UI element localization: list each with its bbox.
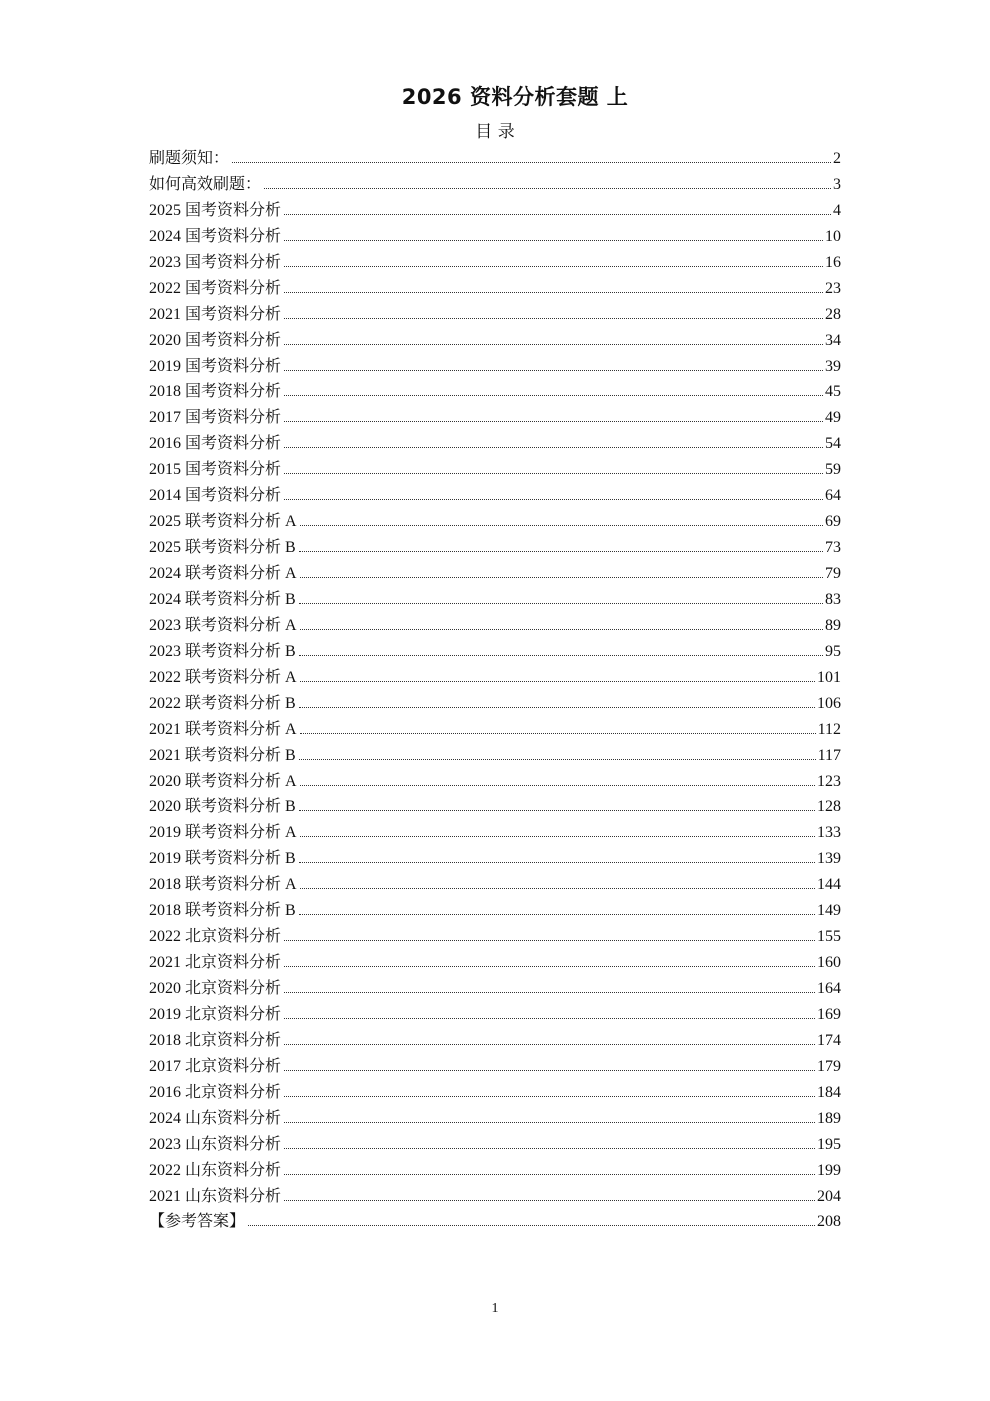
toc-entry-label: 2020 联考资料分析 A (149, 772, 297, 790)
toc-dot-leader (299, 759, 816, 760)
toc-entry[interactable] (149, 820, 841, 846)
toc-entry-page: 16 (825, 253, 841, 271)
toc-entry[interactable] (149, 509, 841, 535)
toc-entry-label: 2025 联考资料分析 A (149, 513, 297, 531)
toc-entry-label: 2020 联考资料分析 B (149, 798, 296, 816)
toc-entry-label: 2016 国考资料分析 (149, 435, 282, 453)
toc-entry-label: 2023 国考资料分析 (149, 253, 282, 271)
document-title: 2026 资料分析套题 上 (401, 85, 629, 109)
toc-entry-page: 23 (825, 279, 841, 297)
toc-dot-leader (284, 447, 823, 448)
toc-entry[interactable] (149, 354, 841, 380)
toc-entry[interactable] (149, 950, 841, 976)
toc-entry-label: 2018 国考资料分析 (149, 383, 282, 401)
toc-dot-leader (299, 914, 815, 915)
toc-entry-label: 2018 北京资料分析 (149, 1031, 282, 1049)
toc-dot-leader (284, 1200, 815, 1201)
toc-entry-page: 2 (833, 150, 841, 167)
toc-dot-leader (299, 603, 823, 604)
toc-entry-label: 2024 联考资料分析 B (149, 590, 296, 608)
toc-entry[interactable] (149, 276, 841, 302)
toc-entry[interactable] (149, 198, 841, 224)
toc-entry[interactable] (149, 146, 841, 172)
toc-entry-label: 2023 联考资料分析 B (149, 642, 296, 660)
toc-entry[interactable] (149, 794, 841, 820)
toc-entry[interactable] (149, 535, 841, 561)
toc-dot-leader (248, 1225, 815, 1226)
toc-entry[interactable] (149, 898, 841, 924)
toc-dot-leader (284, 395, 823, 396)
toc-entry-page: 128 (817, 798, 841, 816)
toc-entry[interactable] (149, 976, 841, 1002)
toc-entry-label: 2020 北京资料分析 (149, 980, 282, 997)
toc-entry-page: 179 (817, 1057, 841, 1075)
toc-entry-label: 2021 国考资料分析 (149, 305, 282, 323)
toc-entry-label: 2022 联考资料分析 B (149, 694, 296, 712)
toc-entry[interactable] (149, 328, 841, 354)
toc-entry-page: 69 (825, 513, 841, 531)
toc-dot-leader (284, 214, 831, 215)
toc-entry[interactable] (149, 613, 841, 639)
toc-entry-label: 2021 北京资料分析 (149, 954, 282, 972)
toc-dot-leader (299, 810, 815, 811)
toc-entry-page: 45 (825, 383, 841, 401)
toc-entry-page: 34 (825, 331, 841, 349)
toc-entry[interactable] (149, 483, 841, 509)
toc-dot-leader (284, 966, 815, 967)
toc-dot-leader (300, 629, 823, 630)
toc-dot-leader (299, 551, 823, 552)
toc-entry-label: 2023 联考资料分析 A (149, 616, 297, 634)
toc-entry[interactable] (149, 457, 841, 483)
toc-entry-page: 123 (817, 772, 841, 790)
toc-entry[interactable] (149, 1209, 841, 1235)
toc-entry-page: 10 (825, 227, 841, 245)
toc-entry[interactable] (149, 172, 841, 198)
toc-dot-leader (284, 473, 823, 474)
toc-entry[interactable] (149, 1002, 841, 1028)
toc-dot-leader (284, 1096, 815, 1097)
toc-entry-page: 54 (825, 435, 841, 453)
toc-entry[interactable] (149, 587, 841, 613)
toc-entry-label: 2022 北京资料分析 (149, 928, 282, 946)
toc-dot-leader (232, 162, 831, 163)
toc-dot-leader (300, 681, 815, 682)
toc-entry-page: 184 (817, 1083, 841, 1101)
toc-entry[interactable] (149, 431, 841, 457)
toc-entry-label: 2024 联考资料分析 A (149, 565, 297, 582)
toc-entry-page: 195 (817, 1135, 841, 1153)
toc-dot-leader (284, 992, 815, 993)
toc-entry-label: 2025 联考资料分析 B (149, 539, 296, 557)
toc-entry-page: 101 (817, 668, 841, 686)
toc-entry-page: 64 (825, 487, 841, 505)
toc-entry-label: 如何高效刷题： (149, 175, 262, 193)
toc-entry-label: 2019 北京资料分析 (149, 1005, 282, 1023)
toc-entry-label: 2018 联考资料分析 A (149, 876, 297, 894)
toc-entry-page: 133 (817, 824, 841, 842)
toc-entry[interactable] (149, 302, 841, 328)
toc-entry-label: 2019 联考资料分析 A (149, 824, 297, 842)
toc-dot-leader (300, 836, 815, 837)
toc-entry-label: 2022 国考资料分析 (149, 279, 282, 297)
toc-entry[interactable] (149, 1158, 841, 1184)
toc-entry-page: 169 (817, 1005, 841, 1023)
toc-heading: 目 录 (475, 122, 515, 142)
toc-entry[interactable] (149, 1080, 841, 1106)
toc-dot-leader (284, 1018, 815, 1019)
toc-entry-label: 2024 国考资料分析 (149, 227, 282, 245)
toc-entry-page: 89 (825, 616, 841, 634)
toc-entry-page: 79 (825, 565, 841, 582)
toc-entry[interactable] (149, 639, 841, 665)
toc-dot-leader (299, 707, 815, 708)
toc-entry-page: 4 (833, 201, 841, 219)
toc-entry-page: 95 (825, 642, 841, 660)
toc-entry[interactable] (149, 224, 841, 250)
toc-entry-label: 2017 国考资料分析 (149, 409, 282, 427)
toc-entry[interactable] (149, 717, 841, 743)
toc-entry-label: 2021 山东资料分析 (149, 1187, 282, 1205)
toc-entry[interactable] (149, 872, 841, 898)
toc-entry[interactable] (149, 250, 841, 276)
toc-entry-page: 204 (817, 1187, 841, 1205)
toc-dot-leader (284, 266, 823, 267)
toc-entry-page: 73 (825, 539, 841, 557)
toc-entry[interactable] (149, 1028, 841, 1054)
toc-entry[interactable] (149, 405, 841, 431)
toc-dot-leader (299, 862, 815, 863)
toc-entry[interactable] (149, 561, 841, 587)
toc-dot-leader (300, 888, 815, 889)
toc-dot-leader (264, 188, 831, 189)
toc-entry[interactable] (149, 379, 841, 405)
toc-entry[interactable] (149, 769, 841, 795)
toc-entry[interactable] (149, 1184, 841, 1210)
toc-entry[interactable] (149, 1106, 841, 1132)
toc-entry-page: 49 (825, 409, 841, 427)
toc-entry[interactable] (149, 691, 841, 717)
toc-entry-label: 2015 国考资料分析 (149, 461, 282, 479)
toc-dot-leader (300, 525, 823, 526)
toc-entry-page: 174 (817, 1031, 841, 1049)
toc-entry-label: 2021 联考资料分析 A (149, 720, 297, 738)
toc-dot-leader (284, 940, 815, 941)
toc-entry-label: 2025 国考资料分析 (149, 201, 282, 219)
toc-entry-label: 2022 山东资料分析 (149, 1161, 282, 1179)
toc-entry-page: 112 (817, 720, 841, 738)
toc-dot-leader (284, 421, 823, 422)
table-of-contents (149, 146, 841, 1235)
toc-dot-leader (284, 1174, 815, 1175)
toc-dot-leader (300, 577, 823, 578)
toc-entry-page: 139 (817, 850, 841, 868)
toc-dot-leader (284, 499, 823, 500)
toc-entry-page: 83 (825, 590, 841, 608)
toc-entry[interactable] (149, 924, 841, 950)
toc-dot-leader (284, 1044, 815, 1045)
toc-entry[interactable] (149, 1054, 841, 1080)
toc-entry-label: 2020 国考资料分析 (149, 331, 282, 349)
toc-entry-label: 2023 山东资料分析 (149, 1135, 282, 1153)
toc-entry[interactable] (149, 846, 841, 872)
toc-dot-leader (300, 733, 816, 734)
toc-entry-page: 106 (817, 694, 841, 712)
toc-entry[interactable] (149, 743, 841, 769)
toc-entry-page: 117 (817, 746, 841, 764)
toc-entry-page: 155 (817, 928, 841, 946)
toc-dot-leader (284, 292, 823, 293)
toc-entry-page: 208 (817, 1213, 841, 1231)
toc-entry-page: 144 (817, 876, 841, 894)
toc-entry-label: 2018 联考资料分析 B (149, 902, 296, 920)
toc-dot-leader (299, 655, 823, 656)
toc-entry-label: 2016 北京资料分析 (149, 1083, 282, 1101)
toc-entry-page: 160 (817, 954, 841, 972)
toc-dot-leader (284, 370, 823, 371)
page-number: 1 (491, 1301, 499, 1316)
toc-dot-leader (284, 240, 823, 241)
toc-entry-label: 2022 联考资料分析 A (149, 668, 297, 686)
toc-entry-page: 189 (817, 1109, 841, 1127)
toc-entry-label: 刷题须知： (149, 150, 230, 167)
toc-dot-leader (284, 318, 823, 319)
toc-entry-page: 199 (817, 1161, 841, 1179)
toc-dot-leader (300, 785, 815, 786)
toc-dot-leader (284, 1148, 815, 1149)
toc-entry-page: 149 (817, 902, 841, 920)
toc-entry-page: 59 (825, 461, 841, 479)
toc-dot-leader (284, 344, 823, 345)
toc-entry-page: 39 (825, 357, 841, 375)
toc-dot-leader (284, 1122, 815, 1123)
toc-entry-label: 2014 国考资料分析 (149, 487, 282, 505)
toc-entry-label: 2019 联考资料分析 B (149, 850, 296, 868)
toc-entry[interactable] (149, 1132, 841, 1158)
toc-entry-page: 3 (833, 175, 841, 193)
toc-entry-page: 28 (825, 305, 841, 323)
toc-dot-leader (284, 1070, 815, 1071)
toc-entry-page: 164 (817, 980, 841, 997)
toc-entry-label: 2024 山东资料分析 (149, 1109, 282, 1127)
toc-entry[interactable] (149, 665, 841, 691)
toc-entry-label: 2019 国考资料分析 (149, 357, 282, 375)
toc-entry-label: 2017 北京资料分析 (149, 1057, 282, 1075)
toc-entry-label: 【参考答案】 (149, 1213, 246, 1231)
toc-entry-label: 2021 联考资料分析 B (149, 746, 296, 764)
